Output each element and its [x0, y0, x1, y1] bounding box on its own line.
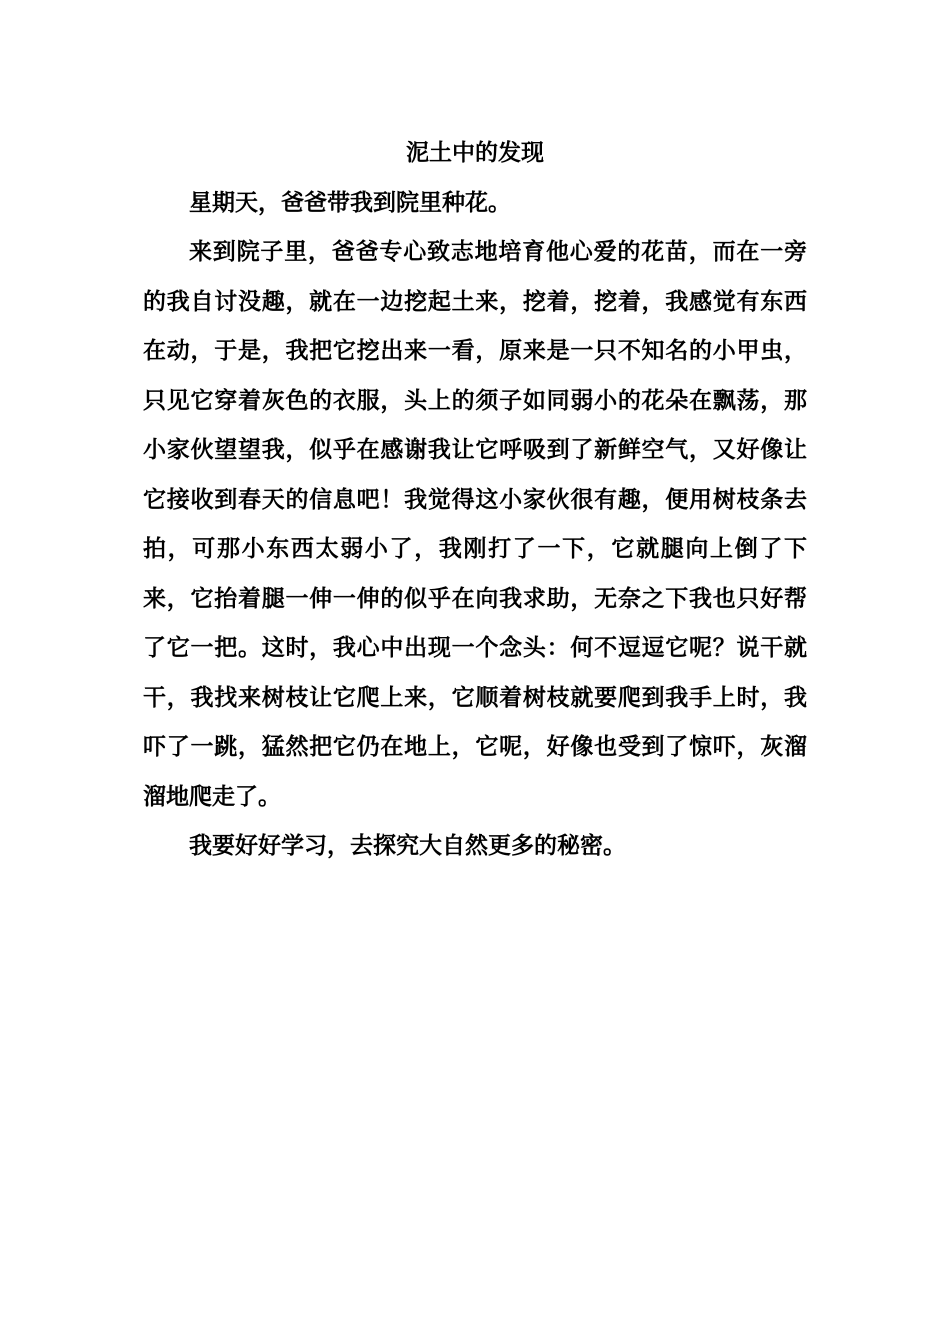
document-title: 泥土中的发现	[406, 139, 544, 166]
paragraph-1: 星期天，爸爸带我到院里种花。	[189, 188, 511, 216]
paragraph-3: 我要好好学习，去探究大自然更多的秘密。	[189, 832, 626, 859]
document-body	[143, 128, 807, 871]
paragraph-2: 来到院子里，爸爸专心致志地培育他心爱的花苗，而在一旁的我自讨没趣，就在一边挖起土来，挖着，挖着，我感觉有东西在动，于是，我把它挖出来一看，原来是一只不知名的小甲虫，只见它穿着灰色的衣服，头上的须子如同弱小的花朵在飘荡，那小家伙望望我，似乎在感谢我让它呼吸到了新鲜空气，又好像让它接收到春天的信息吧！我觉得这小家伙很有趣，便用树枝条去拍，可那小东西太弱小了，我刚打了一下，它就腿向上倒了下来，它抬着腿一伸一伸的似乎在向我求助，无奈之下我也只好帮了它一把。这时，我心中出现一个念头：何不逗逗它呢？说干就干，我找来树枝让它爬上来，它顺着树枝就要爬到我手上时，我吓了一跳，猛然把它仍在地上，它呢，好像也受到了惊吓，灰溜溜地爬走了。	[143, 238, 807, 810]
